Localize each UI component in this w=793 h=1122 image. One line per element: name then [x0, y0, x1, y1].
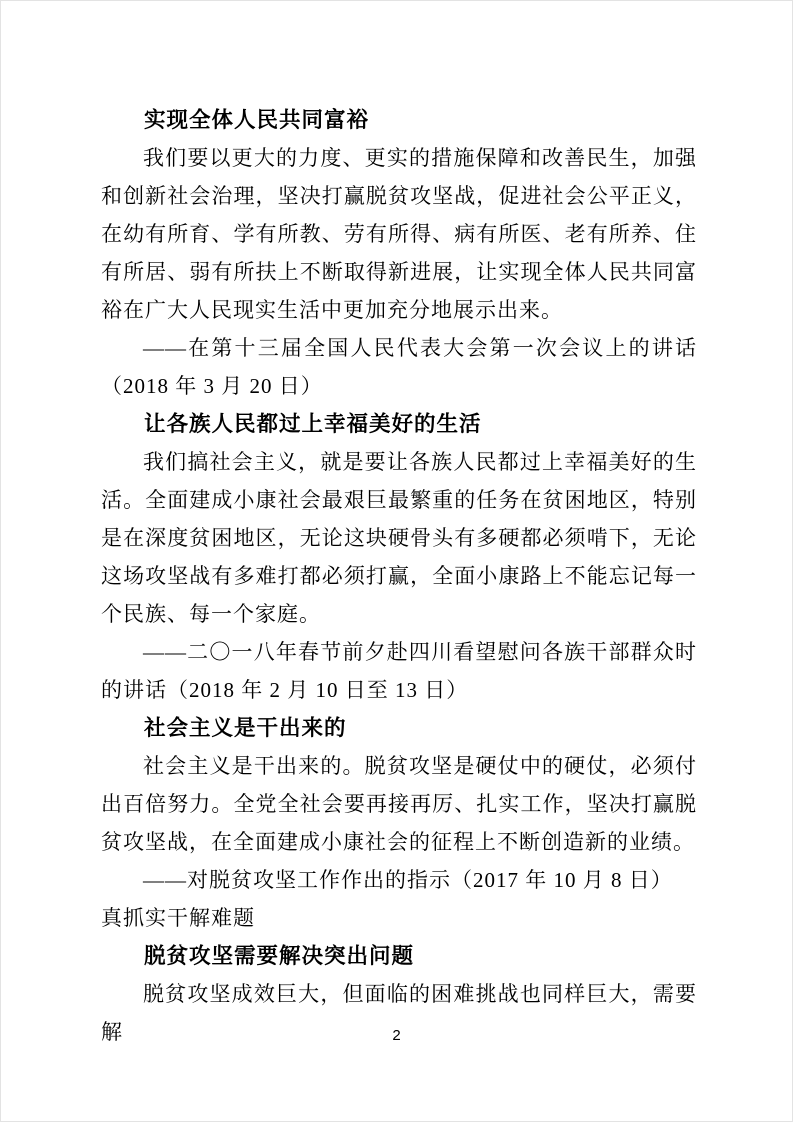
body-paragraph: 我们搞社会主义，就是要让各族人民都过上幸福美好的生活。全面建成小康社会最艰巨最繁重的任务在贫困地区，特别是在深度贫困地区，无论这块硬骨头有多硬都必须啃下，无论这场攻坚战有多难打都必须打赢，全面小康路上不能忘记每一个民族、每一个家庭。	[101, 450, 697, 626]
document-content	[101, 101, 697, 1051]
section-heading: 实现全体人民共同富裕	[144, 108, 370, 132]
body-paragraph: 脱贫攻坚成效巨大，但面临的困难挑战也同样巨大，需要解	[101, 982, 697, 1044]
source-attribution: ——二〇一八年春节前夕赴四川看望慰问各族干部群众时的讲话（2018 年 2 月 10 日至 13 日）	[101, 640, 697, 702]
body-paragraph: 社会主义是干出来的。脱贫攻坚是硬仗中的硬仗，必须付出百倍努力。全党全社会要再接再厉、扎实工作，坚决打赢脱贫攻坚战，在全面建成小康社会的征程上不断创造新的业绩。	[101, 754, 697, 854]
section-heading: 脱贫攻坚需要解决突出问题	[144, 944, 415, 968]
section-heading: 社会主义是干出来的	[144, 716, 347, 740]
source-attribution: ——对脱贫攻坚工作作出的指示（2017 年 10 月 8 日）	[143, 868, 673, 892]
chapter-runhead: 真抓实干解难题	[101, 906, 255, 930]
page-number: 2	[392, 1027, 401, 1044]
section-heading: 让各族人民都过上幸福美好的生活	[144, 412, 482, 436]
body-paragraph: 我们要以更大的力度、更实的措施保障和改善民生，加强和创新社会治理，坚决打赢脱贫攻坚战，促进社会公平正义，在幼有所育、学有所教、劳有所得、病有所医、老有所养、住有所居、弱有所扶上不断取得新进展，让实现全体人民共同富裕在广大人民现实生活中更加充分地展示出来。	[101, 146, 697, 322]
source-attribution: ——在第十三届全国人民代表大会第一次会议上的讲话（2018 年 3 月 20 日）	[101, 336, 697, 398]
